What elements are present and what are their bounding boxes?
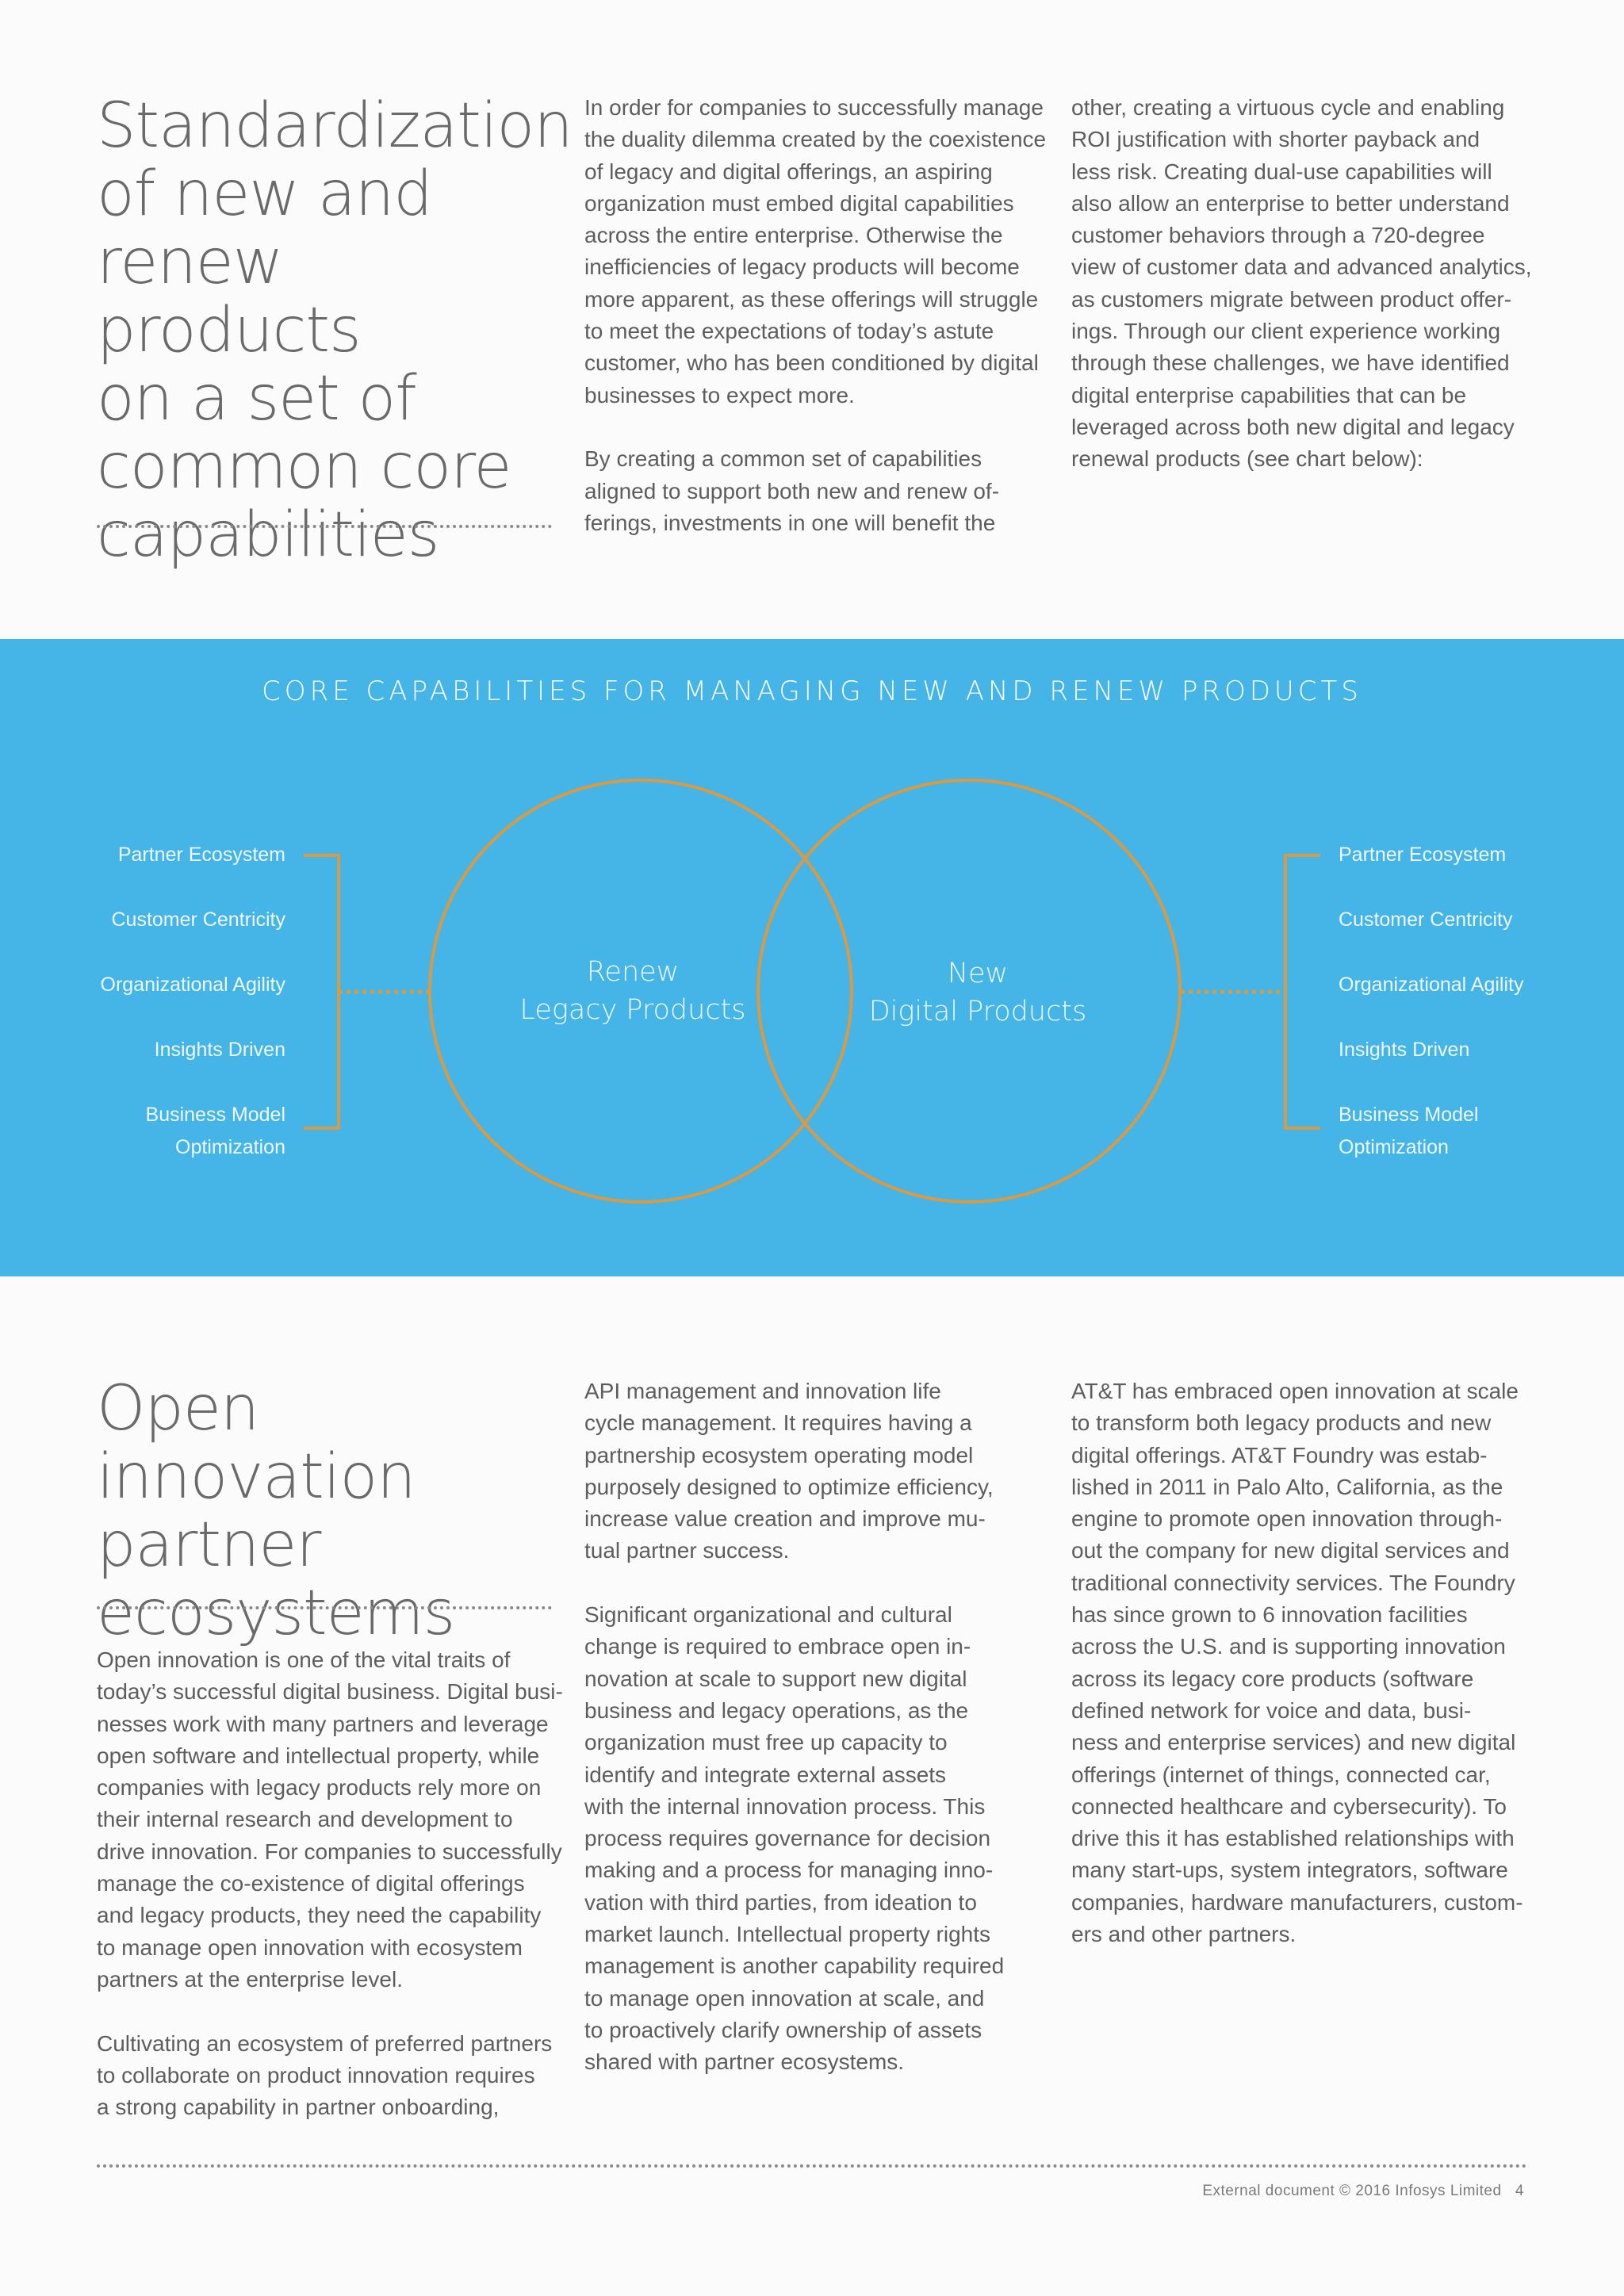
footer-copyright: External document © 2016 Infosys Limited	[1202, 2183, 1502, 2199]
right-capability-customer-centricity: Customer Centricity	[1339, 909, 1513, 931]
left-capability-partner-ecosystem: Partner Ecosystem	[117, 844, 285, 866]
footer-divider	[97, 2164, 1527, 2168]
page-number: 4	[1515, 2183, 1524, 2199]
left-capability-customer-centricity: Customer Centricity	[111, 909, 285, 931]
section2-column-2: API management and innovation life cycle management. It requires having a partnership ecosystem operating model purposely designed to optimize efficiency, increase value creation and improve mu- tual partner success. Significant organizational and cultural change is required to embrace open in- novation at scale to support new digital business and legacy operations, as the organization must free up capacity to identify and integrate external assets with the internal innovation process. This process requires governance for decision making and a process for managing inno- vation with third parties, from ideation to market launch. Intellectual property rights management is another capability required to manage open innovation at scale, and to proactively clarify ownership of assets shared with partner ecosystems.	[584, 1379, 1005, 2075]
footer	[1202, 2183, 1524, 2200]
headline-divider-2	[97, 1606, 552, 1609]
left-capability-business-model-optimization: Business Model Optimization	[145, 1104, 285, 1158]
section2-column-1: Open innovation is one of the vital traits of today’s successful digital business. Digital busi- nesses work with many partners and leverage open software and intellectual property, while companies with legacy products rely more on their internal research and development to drive innovation. For companies to successfully manage the co-existence of digital offerings and legacy products, they need the capability to manage open innovation with ecosystem partners at the enterprise level. Cultivating an ecosystem of preferred partners to collaborate on product innovation requires a strong capability in partner onboarding,	[97, 1647, 563, 2120]
section-headline-open-innovation: Open innovation partner ecosystems	[97, 1373, 455, 1649]
left-capability-organizational-agility: Organizational Agility	[100, 974, 285, 996]
right-capability-organizational-agility: Organizational Agility	[1339, 974, 1524, 996]
diagram-title: CORE CAPABILITIES FOR MANAGING NEW AND RENEW PRODUCTS	[262, 675, 1362, 707]
right-capabilities-bracket	[1285, 855, 1320, 1128]
right-capability-business-model-optimization: Business Model Optimization	[1339, 1104, 1479, 1158]
section-headline-standardization: Standardization of new and renew products on a set of common core capabilities	[97, 90, 573, 571]
right-capability-insights-driven: Insights Driven	[1339, 1039, 1470, 1061]
new-digital-label: New Digital Products	[868, 958, 1087, 1027]
left-capabilities-bracket	[304, 855, 339, 1128]
left-capability-insights-driven: Insights Driven	[154, 1039, 285, 1061]
section2-column-3: AT&T has embraced open innovation at scale to transform both legacy products and new digital offerings. AT&T Foundry was estab- lished in 2011 in Palo Alto, California, as the engine to promote open innovation through- out the company for new digital services and traditional connectivity services. The Foundry has since grown to 6 innovation facilities across the U.S. and is supporting innovation across its legacy core products (software defined network for voice and data, busi- ness and enterprise services) and new digital offerings (internet of things, connected car, connected healthcare and cybersecurity). To drive this it has established relationships with many start-ups, system integrators, software companies, hardware manufacturers, custom- ers and other partners.	[1071, 1379, 1523, 1947]
section1-column-2: In order for companies to successfully manage the duality dilemma created by the coexistence of legacy and digital offerings, an aspiring organization must embed digital capabilities across the entire enterprise. Otherwise the inefficiencies of legacy products will become more apparent, as these offerings will struggle to meet the expectations of today’s astute customer, who has been conditioned by digital businesses to expect more. By creating a common set of capabilities aligned to support both new and renew of- ferings, investments in one will benefit the	[584, 95, 1047, 535]
right-capability-partner-ecosystem: Partner Ecosystem	[1339, 844, 1507, 866]
section1-column-3: other, creating a virtuous cycle and enabling ROI justification with shorter payback and less risk. Creating dual-use capabilities will also allow an enterprise to better understand customer behaviors through a 720-degree view of customer data and advanced analytics, as customers migrate between product offer- ings. Through our client experience working through these challenges, we have identified digital enterprise capabilities that can be leveraged across both new digital and legacy renewal products (see chart below):	[1071, 95, 1532, 472]
renew-legacy-label: Renew Legacy Products	[519, 956, 746, 1026]
